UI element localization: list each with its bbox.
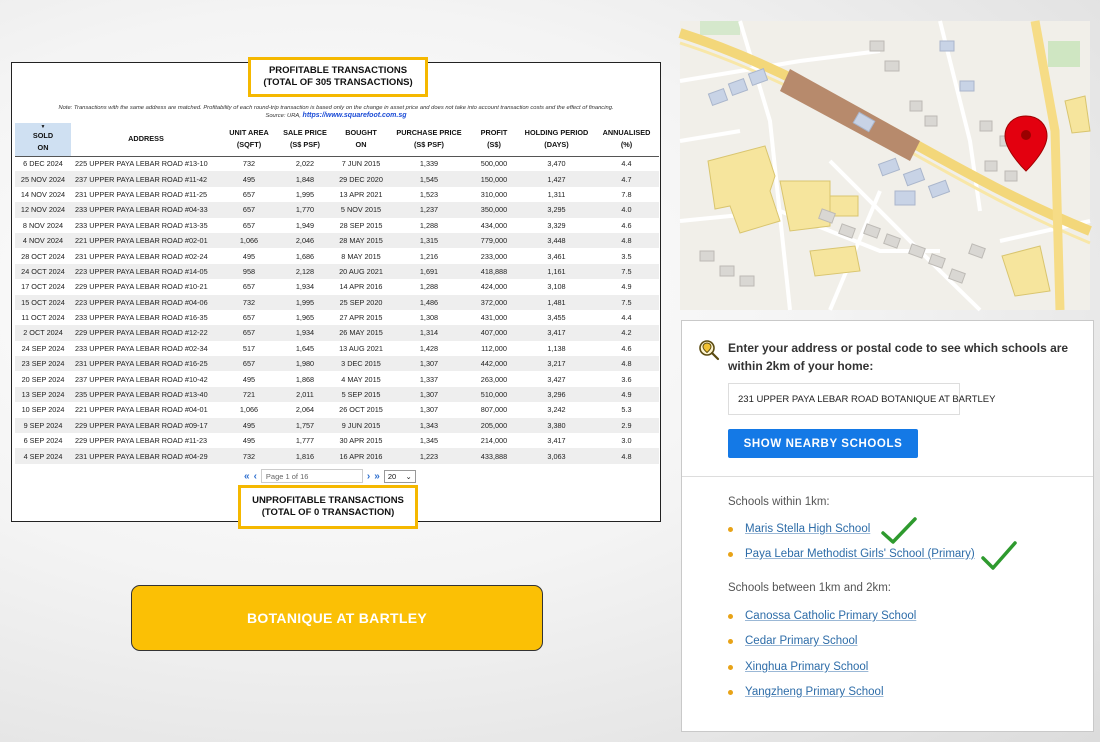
unprofitable-callout (238, 485, 418, 529)
column-header-label: UNIT AREA (229, 128, 269, 138)
table-cell: 205,000 (469, 418, 519, 433)
school-link[interactable] (728, 610, 916, 622)
table-cell: 214,000 (480, 436, 508, 446)
table-cell: 1,345 (419, 436, 439, 446)
column-header[interactable] (389, 123, 469, 156)
table-cell: 221 UPPER PAYA LEBAR ROAD #02-01 (71, 233, 221, 248)
column-header-sublabel: (S$) (487, 140, 501, 150)
column-header[interactable] (333, 123, 389, 156)
table-cell: 4.7 (594, 171, 659, 186)
table-cell: 4.8 (594, 356, 659, 371)
table-cell: 1,288 (419, 282, 439, 292)
column-header[interactable] (221, 123, 277, 156)
table-cell: 4.2 (594, 325, 659, 340)
table-cell: 7.5 (594, 264, 659, 279)
table-cell: 433,888 (469, 448, 519, 463)
table-cell: 231 UPPER PAYA LEBAR ROAD #16-25 (71, 356, 221, 371)
column-header-label: ANNUALISED (602, 128, 651, 138)
table-cell: 233,000 (480, 251, 508, 261)
column-header[interactable] (519, 123, 594, 156)
table-cell: 1,934 (295, 282, 315, 292)
table-cell: 24 SEP 2024 (21, 343, 65, 353)
show-nearby-schools-button[interactable]: SHOW NEARBY SCHOOLS (728, 429, 918, 458)
table-cell: 350,000 (469, 202, 519, 217)
column-header-label: HOLDING PERIOD (524, 128, 589, 138)
table-cell: 431,000 (480, 313, 508, 323)
address-input[interactable]: 231 UPPER PAYA LEBAR ROAD BOTANIQUE AT BARTLEY (728, 383, 960, 415)
table-cell: 1,868 (295, 374, 315, 384)
table-cell: 310,000 (480, 189, 508, 199)
table-cell: 233 UPPER PAYA LEBAR ROAD #16-35 (75, 313, 208, 323)
table-cell: 237 UPPER PAYA LEBAR ROAD #11-42 (71, 171, 221, 186)
table-cell: 7 JUN 2015 (341, 159, 381, 169)
transactions-source (12, 112, 660, 119)
table-cell: 1,343 (389, 418, 469, 433)
table-cell: 1,934 (277, 325, 333, 340)
chevron-down-icon: ⌄ (405, 471, 412, 481)
table-cell: 1,066 (221, 233, 277, 248)
table-cell: 2 OCT 2024 (15, 325, 71, 340)
table-cell: 424,000 (480, 282, 508, 292)
column-header-label: SALE PRICE (283, 128, 327, 138)
table-cell: 1,486 (389, 295, 469, 310)
table-cell: 17 OCT 2024 (21, 282, 65, 292)
table-cell: 495 (242, 374, 256, 384)
table-row (15, 187, 659, 202)
table-header-row (15, 123, 659, 156)
table-cell: 4.6 (621, 343, 632, 353)
school-link[interactable] (728, 635, 857, 647)
table-cell: 15 OCT 2024 (15, 295, 71, 310)
table-cell: 495 (221, 171, 277, 186)
table-cell: 4.9 (621, 282, 632, 292)
table-cell: 1,307 (389, 356, 469, 371)
table-cell: 1,339 (419, 159, 439, 169)
first-page-icon[interactable]: « (244, 470, 250, 482)
table-cell: 14 NOV 2024 (20, 189, 66, 199)
table-row (15, 279, 659, 294)
table-cell: 231 UPPER PAYA LEBAR ROAD #04-29 (71, 448, 221, 463)
table-cell: 3,296 (519, 387, 594, 402)
table-cell: 1,428 (419, 343, 439, 353)
table-cell: 1,995 (277, 295, 333, 310)
checkmark-icon (981, 541, 1017, 571)
table-cell: 1,816 (277, 448, 333, 463)
table-cell: 1,949 (295, 220, 315, 230)
bullet-icon (728, 552, 733, 557)
pagination (244, 468, 416, 484)
table-row (15, 371, 659, 386)
table-cell: 229 UPPER PAYA LEBAR ROAD #10-21 (75, 282, 208, 292)
table-cell: 434,000 (480, 220, 508, 230)
last-page-icon[interactable]: » (374, 470, 380, 482)
school-finder-panel (681, 320, 1094, 732)
next-page-icon[interactable]: › (366, 470, 371, 482)
table-cell: 229 UPPER PAYA LEBAR ROAD #12-22 (71, 325, 221, 340)
table-cell: 1,288 (419, 220, 439, 230)
unprofitable-title: UNPROFITABLE TRANSACTIONS (252, 495, 404, 506)
table-row (15, 156, 659, 171)
table-cell: 235 UPPER PAYA LEBAR ROAD #13-40 (71, 387, 221, 402)
table-cell: 3,448 (519, 233, 594, 248)
transactions-note: Note: Transactions with the same address are matched. Profitability of each round-trip transaction is based only on the change in asset price and does not take into account transaction costs and the effect of financing. (58, 105, 614, 111)
table-cell: 16 APR 2016 (333, 448, 389, 463)
profitable-title: PROFITABLE TRANSACTIONS (268, 65, 408, 76)
table-cell: 233 UPPER PAYA LEBAR ROAD #04-33 (71, 202, 221, 217)
table-row (15, 341, 659, 356)
table-cell: 1,066 (239, 405, 259, 415)
finder-prompt: Enter your address or postal code to see which schools are within 2km of your home: (728, 341, 1069, 373)
table-cell: 5 NOV 2015 (333, 202, 389, 217)
table-cell: 3,470 (547, 159, 566, 169)
column-header-label: SOLD (32, 130, 54, 140)
table-cell: 958 (221, 264, 277, 279)
table-row (15, 418, 659, 433)
table-cell: 12 NOV 2024 (15, 202, 71, 217)
table-cell: 4.9 (594, 387, 659, 402)
table-cell: 231 UPPER PAYA LEBAR ROAD #02-24 (75, 251, 208, 261)
table-row (15, 218, 659, 233)
unprofitable-total: (TOTAL OF 0 TRANSACTION) (261, 507, 395, 518)
table-cell: 20 SEP 2024 (21, 374, 65, 384)
table-cell: 3,461 (547, 251, 566, 261)
column-header-sublabel: (SQFT) (236, 140, 262, 150)
table-cell: 2,022 (295, 159, 315, 169)
school-name[interactable]: Canossa Catholic Primary School (745, 610, 917, 622)
table-cell: 26 MAY 2015 (333, 325, 389, 340)
column-header-label: BOUGHT (345, 128, 377, 138)
table-cell: 3.6 (621, 374, 632, 384)
column-header-label: PURCHASE PRICE (396, 128, 462, 138)
table-cell: 10 SEP 2024 (21, 405, 65, 415)
table-cell: 11 OCT 2024 (21, 313, 65, 323)
table-cell: 1,307 (389, 387, 469, 402)
table-cell: 29 DEC 2020 (333, 171, 389, 186)
table-cell: 495 (242, 251, 256, 261)
table-cell: 407,000 (469, 325, 519, 340)
table-cell: 6 SEP 2024 (23, 436, 63, 446)
school-name[interactable]: Yangzheng Primary School (745, 686, 884, 698)
table-cell: 3,427 (547, 374, 566, 384)
column-header[interactable] (15, 123, 71, 156)
between-1-2km-heading: Schools between 1km and 2km: (728, 582, 892, 594)
table-cell: 2,011 (277, 387, 333, 402)
table-cell: 517 (242, 343, 256, 353)
table-cell: 1,686 (295, 251, 315, 261)
table-cell: 1,237 (389, 202, 469, 217)
table-cell: 495 (221, 418, 277, 433)
school-name[interactable]: Paya Lebar Methodist Girls' School (Primary) (745, 548, 975, 560)
transactions-panel (11, 62, 661, 522)
table-cell: 3,242 (547, 405, 566, 415)
transactions-table (15, 123, 659, 464)
table-cell: 1,427 (519, 171, 594, 186)
table-cell: 1,337 (419, 374, 439, 384)
sort-desc-icon: ▼ (40, 123, 46, 130)
table-row (15, 356, 659, 371)
column-header-sublabel: ON (355, 140, 367, 150)
map-canvas (680, 21, 1090, 310)
bullet-icon (728, 665, 733, 670)
table-cell: 500,000 (480, 159, 508, 169)
table-cell: 721 (221, 387, 277, 402)
prev-page-icon[interactable]: ‹ (253, 470, 257, 482)
table-cell: 4 NOV 2024 (15, 233, 71, 248)
table-cell: 112,000 (481, 343, 507, 353)
table-cell: 2.9 (594, 418, 659, 433)
table-cell: 3 DEC 2015 (333, 356, 389, 371)
school-link[interactable] (728, 661, 868, 673)
table-cell: 3,329 (547, 220, 566, 230)
table-cell: 3,217 (519, 356, 594, 371)
table-cell: 233 UPPER PAYA LEBAR ROAD #13-35 (75, 220, 208, 230)
table-cell: 657 (221, 356, 277, 371)
table-cell: 5 SEP 2015 (333, 387, 389, 402)
table-cell: 1,308 (419, 313, 439, 323)
table-cell: 229 UPPER PAYA LEBAR ROAD #11-23 (75, 436, 208, 446)
location-map[interactable] (680, 21, 1090, 310)
column-header-sublabel: ON (37, 142, 49, 152)
table-cell: 657 (242, 220, 256, 230)
table-row (15, 233, 659, 248)
table-cell: 3,455 (547, 313, 566, 323)
column-header-sublabel: (%) (620, 140, 633, 150)
table-cell: 4.6 (621, 220, 632, 230)
table-cell: 1,311 (547, 189, 566, 199)
table-cell: 2,064 (295, 405, 315, 415)
table-row (15, 325, 659, 340)
table-row (15, 310, 659, 325)
table-cell: 1,216 (419, 251, 439, 261)
table-cell: 3,063 (519, 448, 594, 463)
table-cell: 4 SEP 2024 (15, 448, 71, 463)
page-size-value: 20 (387, 471, 397, 481)
table-cell: 1,161 (519, 264, 594, 279)
table-row (15, 433, 659, 448)
table-cell: 1,777 (295, 436, 315, 446)
table-row (15, 202, 659, 217)
table-cell: 13 APR 2021 (339, 189, 383, 199)
checkmark-icon (881, 517, 917, 545)
table-cell: 6 DEC 2024 (23, 159, 63, 169)
table-cell: 221 UPPER PAYA LEBAR ROAD #04-01 (75, 405, 208, 415)
table-cell: 4.4 (621, 313, 632, 323)
table-cell: 3,295 (519, 202, 594, 217)
column-header-sublabel: (S$ PSF) (289, 140, 320, 150)
table-cell: 5.3 (621, 405, 632, 415)
table-cell: 442,000 (469, 356, 519, 371)
table-cell: 1,315 (389, 233, 469, 248)
table-row (15, 248, 659, 263)
table-cell: 1,223 (389, 448, 469, 463)
column-header[interactable] (277, 123, 333, 156)
table-cell: 8 NOV 2024 (22, 220, 64, 230)
table-cell: 223 UPPER PAYA LEBAR ROAD #14-05 (71, 264, 221, 279)
table-cell: 495 (242, 436, 256, 446)
column-header-label: PROFIT (480, 128, 508, 138)
divider (682, 476, 1093, 477)
table-cell: 2,128 (277, 264, 333, 279)
column-header[interactable] (594, 123, 659, 156)
table-cell: 3,417 (547, 436, 566, 446)
source-prefix: Source: URA, (265, 113, 301, 119)
table-body (15, 156, 659, 464)
table-cell: 20 AUG 2021 (333, 264, 389, 279)
table-row (15, 264, 659, 279)
table-cell: 1,770 (277, 202, 333, 217)
table-cell: 7.5 (594, 295, 659, 310)
source-link[interactable]: https://www.squarefoot.com.sg (302, 112, 407, 119)
school-name[interactable]: Cedar Primary School (745, 635, 858, 647)
table-cell: 13 AUG 2021 (339, 343, 383, 353)
table-cell: 657 (221, 202, 277, 217)
table-cell: 1,995 (295, 189, 315, 199)
table-cell: 372,000 (469, 295, 519, 310)
school-link[interactable] (728, 548, 975, 560)
school-link[interactable] (728, 686, 884, 698)
table-cell: 1,545 (389, 171, 469, 186)
table-cell: 779,000 (469, 233, 519, 248)
table-cell: 657 (242, 189, 256, 199)
table-cell: 9 JUN 2015 (333, 418, 389, 433)
table-cell: 510,000 (469, 387, 519, 402)
table-row (15, 171, 659, 186)
table-cell: 25 SEP 2020 (333, 295, 389, 310)
table-cell: 1,848 (277, 171, 333, 186)
location-search-icon (698, 339, 720, 361)
page-indicator[interactable]: Page 1 of 16 (261, 469, 363, 483)
table-cell: 1,691 (389, 264, 469, 279)
school-name[interactable]: Xinghua Primary School (745, 661, 869, 673)
table-cell: 1,307 (419, 405, 439, 415)
table-row (15, 402, 659, 417)
table-cell: 657 (242, 313, 256, 323)
table-cell: 229 UPPER PAYA LEBAR ROAD #09-17 (71, 418, 221, 433)
table-cell: 28 OCT 2024 (21, 251, 65, 261)
table-cell: 13 SEP 2024 (15, 387, 71, 402)
project-label: BOTANIQUE AT BARTLEY (131, 585, 543, 651)
table-row (15, 448, 659, 463)
bullet-icon (728, 639, 733, 644)
profitable-total: (TOTAL OF 305 TRANSACTIONS) (263, 77, 413, 88)
table-cell: 4.4 (621, 159, 632, 169)
school-name[interactable]: Maris Stella High School (745, 523, 871, 535)
table-cell: 1,523 (419, 189, 439, 199)
table-cell: 263,000 (480, 374, 508, 384)
table-cell: 1,980 (277, 356, 333, 371)
table-cell: 732 (221, 448, 277, 463)
column-header-label: ADDRESS (128, 134, 164, 144)
table-cell: 732 (221, 295, 277, 310)
table-cell: 23 SEP 2024 (15, 356, 71, 371)
table-cell: 4.0 (594, 202, 659, 217)
column-header-sublabel: (DAYS) (544, 140, 569, 150)
table-cell: 8 MAY 2015 (341, 251, 381, 261)
column-header-sublabel: (S$ PSF) (413, 140, 444, 150)
within-1km-heading: Schools within 1km: (728, 496, 830, 508)
table-cell: 30 APR 2015 (339, 436, 383, 446)
table-cell: 231 UPPER PAYA LEBAR ROAD #11-25 (75, 189, 208, 199)
table-cell: 2,046 (277, 233, 333, 248)
table-cell: 3,108 (547, 282, 566, 292)
table-cell: 4.8 (594, 233, 659, 248)
table-cell: 26 OCT 2015 (339, 405, 383, 415)
table-cell: 418,888 (469, 264, 519, 279)
bullet-icon (728, 690, 733, 695)
table-cell: 225 UPPER PAYA LEBAR ROAD #13-10 (75, 159, 208, 169)
table-cell: 3.5 (621, 251, 632, 261)
bullet-icon (728, 614, 733, 619)
table-cell: 1,138 (547, 343, 566, 353)
school-link[interactable] (728, 523, 870, 535)
table-row (15, 295, 659, 310)
column-header[interactable] (469, 123, 519, 156)
profitable-callout (248, 57, 428, 97)
table-cell: 233 UPPER PAYA LEBAR ROAD #02-34 (75, 343, 208, 353)
table-cell: 657 (221, 325, 277, 340)
table-cell: 24 OCT 2024 (15, 264, 71, 279)
table-row (15, 387, 659, 402)
table-cell: 4 MAY 2015 (341, 374, 381, 384)
table-cell: 7.8 (621, 189, 632, 199)
table-cell: 3,380 (519, 418, 594, 433)
table-cell: 25 NOV 2024 (15, 171, 71, 186)
table-cell: 9 SEP 2024 (15, 418, 71, 433)
table-cell: 223 UPPER PAYA LEBAR ROAD #04-06 (71, 295, 221, 310)
page-size-select[interactable] (384, 470, 416, 483)
table-cell: 1,965 (295, 313, 315, 323)
table-cell: 4.8 (594, 448, 659, 463)
table-cell: 1,314 (389, 325, 469, 340)
table-cell: 1,757 (277, 418, 333, 433)
table-cell: 732 (242, 159, 256, 169)
table-cell: 657 (242, 282, 256, 292)
table-cell: 150,000 (469, 171, 519, 186)
table-cell: 807,000 (480, 405, 508, 415)
table-cell: 237 UPPER PAYA LEBAR ROAD #10-42 (75, 374, 208, 384)
table-cell: 3,417 (519, 325, 594, 340)
table-cell: 28 MAY 2015 (333, 233, 389, 248)
table-cell: 28 SEP 2015 (339, 220, 383, 230)
table-cell: 27 APR 2015 (339, 313, 383, 323)
table-cell: 1,481 (519, 295, 594, 310)
table-cell: 14 APR 2016 (339, 282, 383, 292)
bullet-icon (728, 527, 733, 532)
column-header[interactable] (71, 123, 221, 156)
table-cell: 1,645 (295, 343, 315, 353)
table-cell: 3.0 (621, 436, 632, 446)
